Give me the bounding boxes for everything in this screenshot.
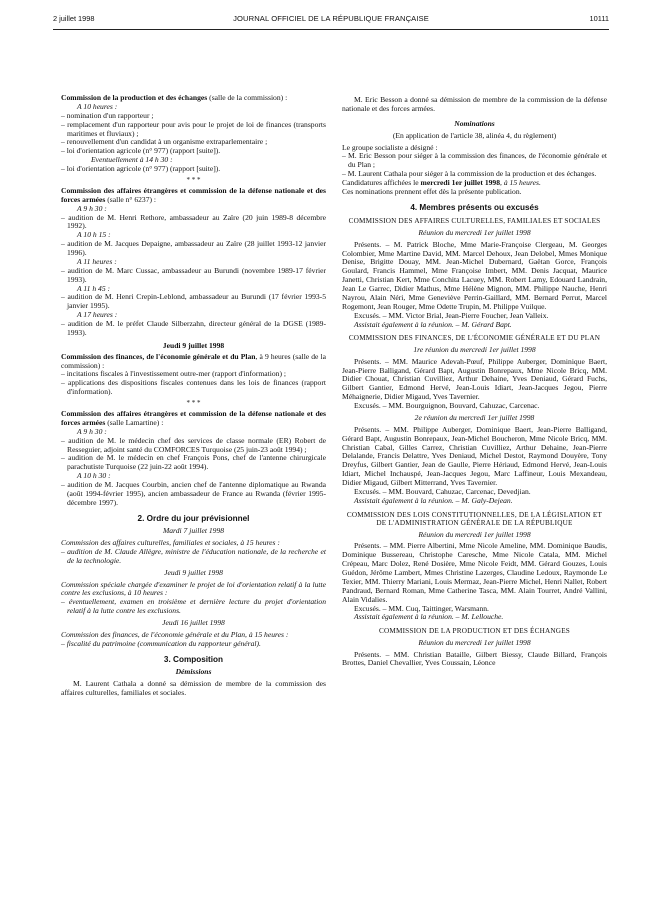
commission-production-heading: Commission de la production et des échanges (salle de la commission) : (61, 93, 288, 102)
time-label: A 10 h 15 : (77, 230, 111, 240)
commission-heading: COMMISSION DE LA PRODUCTION ET DES ÉCHANGES (379, 627, 570, 636)
agenda-item: – loi d'orientation agricole (n° 977) (rapport [suite]). (61, 146, 221, 156)
nomination-item: – M. Laurent Cathala pour siéger à la commission de la production et des échanges. (342, 169, 597, 179)
subsection-heading: Nominations (454, 118, 495, 128)
body-paragraph: M. Eric Besson a donné sa démission de membre de la commission de la défense nationale et des forces armées. (342, 95, 607, 113)
section-heading: 2. Ordre du jour prévisionnel (137, 513, 250, 523)
agenda-item: – audition de M. Jacques Depaigne, ambassadeur au Zaïre (28 juillet 1993-12 janvier 1996). (61, 239, 326, 257)
agenda-item: – audition de M. le préfet Claude Silberzahn, directeur général de la DGSE (1989-1993). (61, 319, 326, 337)
commission-heading: Commission spéciale chargée d'examiner le projet de loi d'orientation relatif à la lutte contre les exclusions, à 10 heures : (61, 579, 326, 598)
agenda-item: – éventuellement, examen en troisième et dernière lecture du projet d'orientation relatif à la lutte contre les exclusions. (61, 597, 326, 616)
presents-list: Présents. – MM. Christian Bataille, Gilbert Biessy, Claude Billard, François Brottes, Daniel Chevallier, Yves Coussain, Léonce (342, 649, 607, 668)
time-label: A 10 heures : (77, 101, 118, 111)
agenda-item: – audition de M. Marc Cussac, ambassadeur au Burundi (novembre 1989-17 février 1993). (61, 265, 326, 284)
section-heading: 3. Composition (163, 654, 224, 664)
assistait-line: Assistait également à la réunion. – M. Galy-Dejean. (354, 495, 513, 505)
commission-affaires-heading: Commission des affaires étrangères et commission de la défense nationale et des forces armées (salle Lamartine) : (61, 409, 326, 427)
commission-finances-heading: Commission des finances, de l'économie générale et du Plan, à 9 heures (salle de la commission) : (61, 351, 326, 370)
body-paragraph: M. Laurent Cathala a donné sa démission de membre de la commission des affaires culturelles, familiales et sociales. (61, 679, 326, 698)
candidatures-line: Candidatures affichées le mercredi 1er juillet 1998, à 15 heures. (342, 178, 541, 187)
presents-list: Présents. – MM. Philippe Auberger, Dominique Baert, Jean-Pierre Balligand, Gérard Bapt, Augustin Bonrepaux, Jean-Michel Boucheron, Mme Nicole Bricq, MM. Christian Cabal, Gilles Carrez, Christian Cuvilliez, Arthur Dehaine, Jean-Pierre Delalande, Francis Delattre, Yves Deniaud, Michel Destot, Raymond Douyère, Tony Dreyfus, Gilbert Gantier, Jean de Gaulle, Pierre Hériaud, Edmond Hervé, Jean-Louis Idiart, Michel Inchauspé, Jean-Jacques Jegou, Marc Laffineur, Louis Mexandeau, Didier Migaud, Gilbert Mitterrand, Yves Tavernier. (342, 424, 607, 488)
reunion-heading: Réunion du mercredi 1er juillet 1998 (418, 529, 531, 539)
commission-heading: COMMISSION DES AFFAIRES CULTURELLES, FAMILIALES ET SOCIALES (348, 217, 601, 226)
time-label: A 17 heures : (77, 310, 118, 320)
time-label: A 9 h 30 : (77, 203, 107, 213)
time-label: A 11 heures : (77, 256, 117, 266)
reunion-heading: Réunion du mercredi 1er juillet 1998 (418, 227, 531, 237)
header-rule (53, 29, 609, 30)
header-title: JOURNAL OFFICIEL DE LA RÉPUBLIQUE FRANÇAISE (233, 14, 429, 23)
time-label: Eventuellement à 14 h 30 : (91, 155, 173, 165)
agenda-item: – audition de M. Claude Allègre, ministre de l'éducation nationale, de la recherche et de la technologie. (61, 546, 326, 565)
body-paragraph: Ces nominations prennent effet dès la présente publication. (342, 186, 522, 196)
page-header (53, 15, 609, 27)
time-label: A 11 h 45 : (77, 283, 111, 293)
presents-list: Présents. – MM. Maurice Adevah-Pœuf, Philippe Auberger, Dominique Baert, Jean-Pierre Balligand, Gérard Bapt, Augustin Bonrepaux, Mme Nicole Bricq, MM. Didier Chouat, Christian Cuvilliez, Arthur Dehaine, Yves Deniaud, Gérard Fuchs, Gilbert Gantier, Edmond Hervé, Jean-Louis Idiart, Jean-Jacques Jegou, Pierre Méhaignerie, Didier Migaud, Yves Tavernier. (342, 356, 607, 402)
commission-heading: Commission des affaires culturelles, familiales et sociales, à 15 heures : (61, 538, 280, 548)
excuses-list: Excusés. – MM. Victor Brial, Jean-Pierre Foucher, Jean Valleix. (354, 310, 549, 320)
agenda-item: – loi d'orientation agricole (n° 977) (rapport [suite]). (61, 164, 221, 173)
agenda-item: – fiscalité du patrimoine (communication du rapporteur général). (61, 638, 261, 648)
time-label: A 9 h 30 : (77, 426, 107, 436)
section-heading: 4. Membres présents ou excusés (410, 202, 539, 212)
reunion-heading: 1re réunion du mercredi 1er juillet 1998 (413, 344, 536, 354)
header-date: 2 juillet 1998 (53, 14, 95, 23)
date-heading: Jeudi 9 juillet 1998 (164, 567, 223, 577)
date-heading: Jeudi 16 juillet 1998 (162, 618, 225, 628)
time-label: A 10 h 30 : (77, 471, 111, 481)
rule-reference: (En application de l'article 38, alinéa 4, du règlement) (392, 130, 557, 140)
agenda-item: – incitations fiscales à l'investissement outre-mer (rapport d'information) ; (61, 369, 287, 379)
assistait-line: Assistait également à la réunion. – M. Gérard Bapt. (354, 319, 512, 329)
header-page-number: 10111 (589, 14, 609, 23)
agenda-item: – audition de M. Jacques Courbin, ancien chef de l'antenne diplomatique au Rwanda (août 1994-février 1995), ancien ambassadeur de France au Rwanda (février 1995-décembre 1997). (61, 480, 326, 507)
agenda-item: – renouvellement d'un candidat à un organisme extraparlementaire ; (61, 137, 268, 147)
date-heading: Mardi 7 juillet 1998 (162, 526, 225, 536)
separator-stars: * * * (186, 399, 201, 407)
left-column (61, 94, 326, 698)
excuses-list: Excusés. – MM. Bourguignon, Bouvard, Cahuzac, Carcenac. (354, 401, 540, 411)
reunion-heading: Réunion du mercredi 1er juillet 1998 (418, 637, 531, 647)
presents-list: Présents. – MM. Pierre Albertini, Mme Nicole Ameline, MM. Dominique Baudis, Dominique Bussereau, Christophe Caresche, Mme Nicole Catala, MM. Michel Crépeau, Marc Dolez, René Dosière, Mme Nicole Feidt, MM. Gérard Gouzes, Louis Guédon, Jérôme Lambert, Mmes Christine Lazerges, Claudine Ledoux, Raymonde Le Texier, MM. Thierry Mariani, Louis Mermaz, Jean-Pierre Michel, Henri Nallet, Robert Pandraud, Bernard Roman, Mme Catherine Tasca, MM. Alain Tourret, André Vallini, Alain Vidalies. (342, 541, 607, 604)
agenda-item: – remplacement d'un rapporteur pour avis pour le projet de loi de finances (transports maritimes et fluviaux) ; (61, 119, 326, 138)
agenda-item: – audition de M. Henri Rethore, ambassadeur au Zaïre (20 juin 1989-8 décembre 1992). (61, 212, 326, 231)
commission-heading: COMMISSION DES LOIS CONSTITUTIONNELLES, DE LA LÉGISLATION ET DE L'ADMINISTRATION GÉNÉRALE DE LA RÉPUBLIQUE (346, 510, 603, 528)
right-column (342, 96, 607, 668)
date-heading: Jeudi 9 juillet 1998 (162, 340, 225, 350)
assistait-line: Assistait également à la réunion. – M. Lellouche. (354, 612, 504, 622)
agenda-item: – audition de M. Henri Crepin-Leblond, ambassadeur au Burundi (17 février 1993-5 janvier 1995). (61, 292, 326, 311)
commission-heading: COMMISSION DES FINANCES, DE L'ÉCONOMIE GÉNÉRALE ET DU PLAN (348, 334, 601, 343)
commission-affaires-heading: Commission des affaires étrangères et commission de la défense nationale et des forces armées (salle n° 6237) : (61, 185, 326, 204)
commission-heading: Commission des finances, de l'économie générale et du Plan, à 15 heures : (61, 629, 289, 639)
body-paragraph: Le groupe socialiste a désigné : (342, 142, 438, 152)
agenda-item: – nomination d'un rapporteur ; (61, 110, 154, 120)
reunion-heading: 2e réunion du mercredi 1er juillet 1998 (414, 412, 535, 422)
excuses-list: Excusés. – MM. Cuq, Taittinger, Warsmann. (354, 603, 489, 613)
presents-list: Présents. – M. Patrick Bloche, Mme Marie-Françoise Clergeau, M. Georges Colombier, Mme Martine David, MM. Marcel Dehoux, Jean Delobel, Mmes Monique Denise, Brigitte Douay, MM. Jean-Michel Dubernard, Gaëtan Gorce, François Goulard, Francis Hammel, Mme Françoise Imbert, MM. Denis Jacquat, Maurice Janetti, Christian Kert, Mme Conchita Lacuey, MM. Robert Lamy, Edouard Landrain, Jean Le Garrec, Didier Mathus, Mme Hélène Mignon, MM. Philippe Nauche, Henri Nayrou, Alain Néri, Mme Geneviève Perrin-Gaillard, MM. Bernard Perrut, Marcel Rogemont, Jean Rouger, Mme Odette Trupin, M. Philippe Vuilque. (342, 239, 607, 311)
agenda-item: – applications des dispositions fiscales contenues dans les lois de finances (rapport d'information). (61, 378, 326, 397)
nomination-item: – M. Eric Besson pour siéger à la commission des finances, de l'économie générale et du Plan ; (342, 151, 607, 170)
agenda-item: – audition de M. le médecin en chef François Pons, chef de l'antenne chirurgicale parachutiste Turquoise (22 juin-22 août 1994). (61, 453, 326, 472)
subsection-heading: Démissions (175, 667, 212, 677)
agenda-item: – audition de M. le médecin chef des services de classe normale (ER) Robert de Resseguier, adjoint santé du COMFORCES Turquoise (25 juin-23 août 1994) ; (61, 435, 326, 454)
excuses-list: Excusés. – MM. Bouvard, Cahuzac, Carcenac, Devedjian. (354, 486, 531, 496)
separator-stars: * * * (186, 175, 201, 184)
